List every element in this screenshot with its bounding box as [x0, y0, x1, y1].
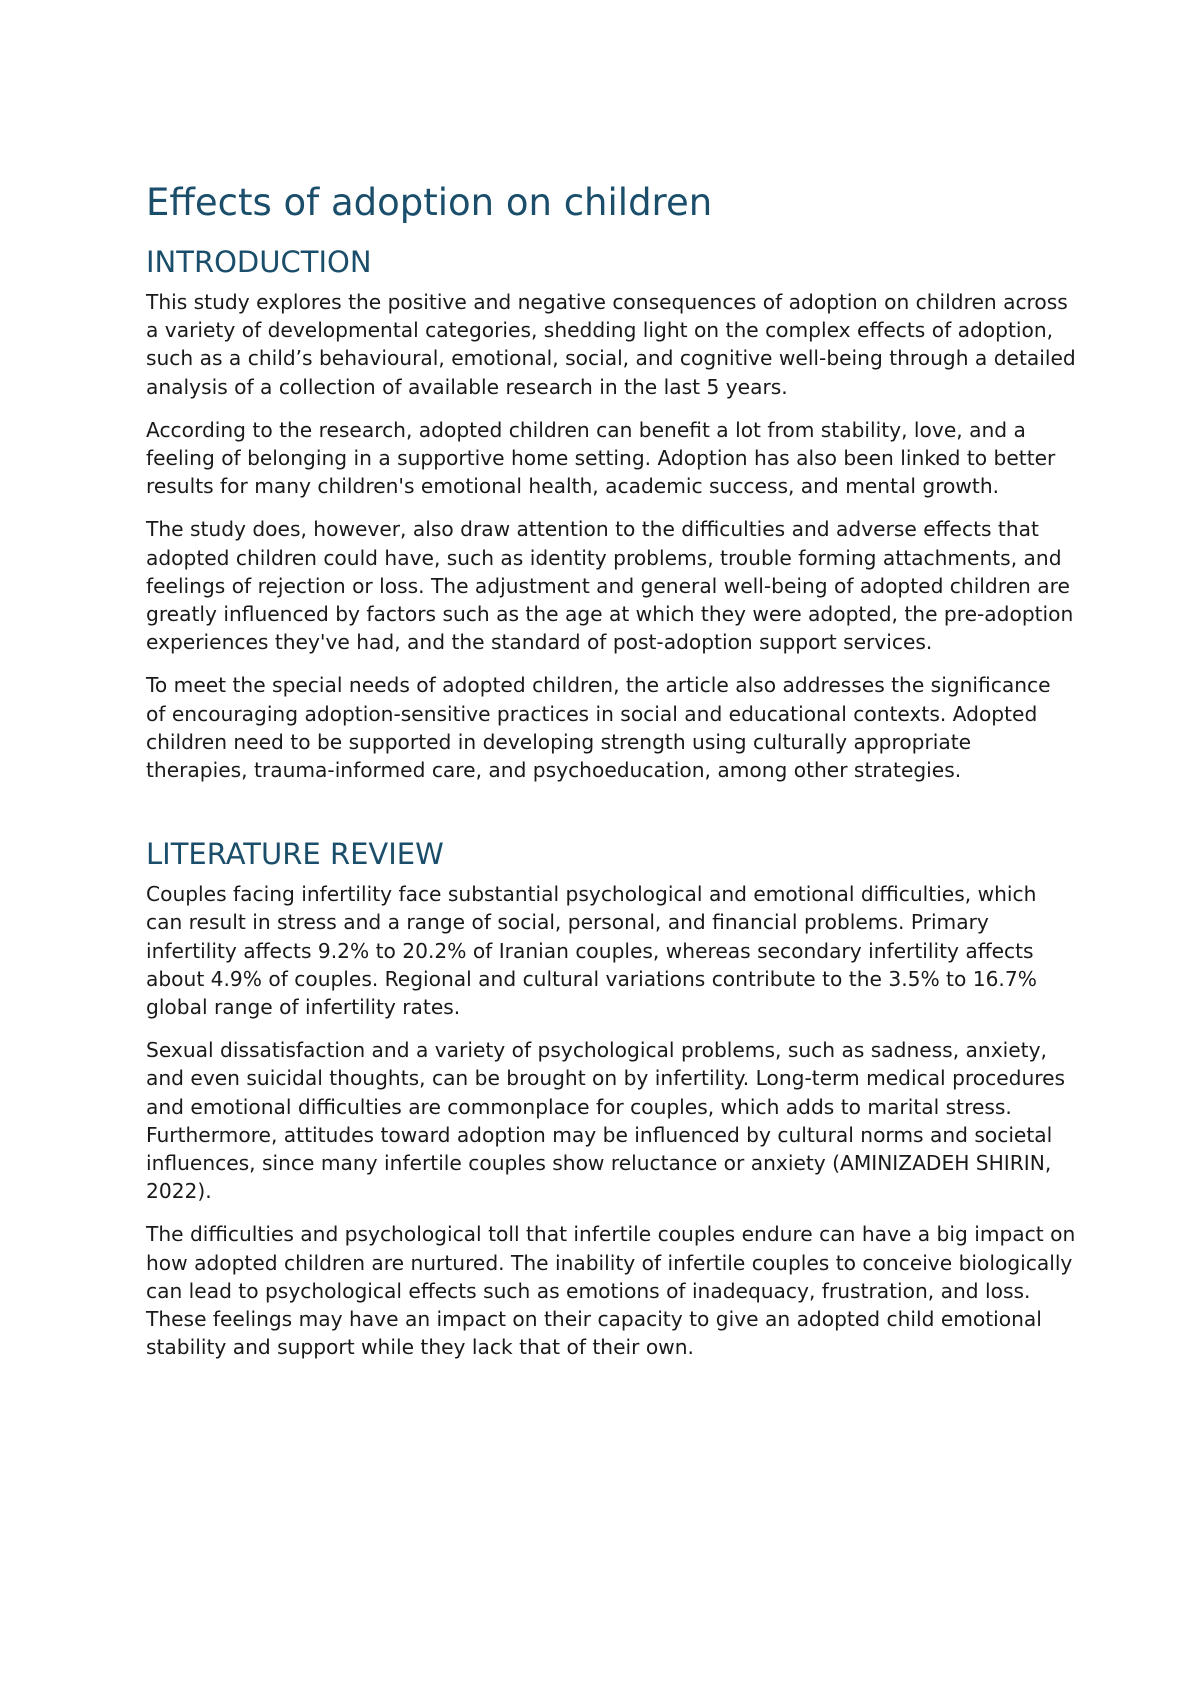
paragraph: According to the research, adopted children can benefit a lot from stability, love, and a feeling of belonging in a supportive home setting. Adoption has also been linked to better results for many children's emotional health, academic success, and mental growth.	[146, 417, 1056, 499]
section-introduction	[146, 242, 1076, 784]
section-heading: LITERATURE REVIEW	[146, 837, 444, 872]
document-title: Effects of adoption on children	[146, 181, 713, 224]
document-page	[146, 178, 1076, 1377]
paragraph: Couples facing infertility face substantial psychological and emotional difficulties, which can result in stress and a range of social, personal, and financial problems. Primary infertility affects 9.2% to 20.2% of Iranian couples, whereas secondary infertility affects about 4.9% of couples. Regional and cultural variations contribute to the 3.5% to 16.7% global range of infertility rates.	[146, 882, 1037, 1020]
paragraph: The difficulties and psychological toll that infertile couples endure can have a big impact on how adopted children are nurtured. The inability of infertile couples to conceive biologically can lead to psychological effects such as emotions of inadequacy, frustration, and loss. These feelings may have an impact on their capacity to give an adopted child emotional stability and support while they lack that of their own.	[146, 1222, 1076, 1360]
section-literature-review	[146, 834, 1076, 1361]
paragraph: Sexual dissatisfaction and a variety of psychological problems, such as sadness, anxiety, and even suicidal thoughts, can be brought on by infertility. Long-term medical procedures and emotional difficulties are commonplace for couples, which adds to marital stress. Furthermore, attitudes toward adoption may be influenced by cultural norms and societal influences, since many infertile couples show reluctance or anxiety (AMINIZADEH SHIRIN, 2022).	[146, 1038, 1066, 1204]
paragraph: The study does, however, also draw attention to the difficulties and adverse effects that adopted children could have, such as identity problems, trouble forming attachments, and feelings of rejection or loss. The adjustment and general well-being of adopted children are greatly influenced by factors such as the age at which they were adopted, the pre-adoption experiences they've had, and the standard of post-adoption support services.	[146, 517, 1074, 655]
paragraph: To meet the special needs of adopted children, the article also addresses the significance of encouraging adoption-sensitive practices in social and educational contexts. Adopted children need to be supported in developing strength using culturally appropriate therapies, trauma-informed care, and psychoeducation, among other strategies.	[146, 673, 1051, 783]
section-heading: INTRODUCTION	[146, 245, 372, 279]
paragraph: This study explores the positive and negative consequences of adoption on children across a variety of developmental categories, shedding light on the complex effects of adoption, such as a child’s behavioural, emotional, social, and cognitive well-being through a detailed analysis of a collection of available research in the last 5 years.	[146, 290, 1076, 399]
